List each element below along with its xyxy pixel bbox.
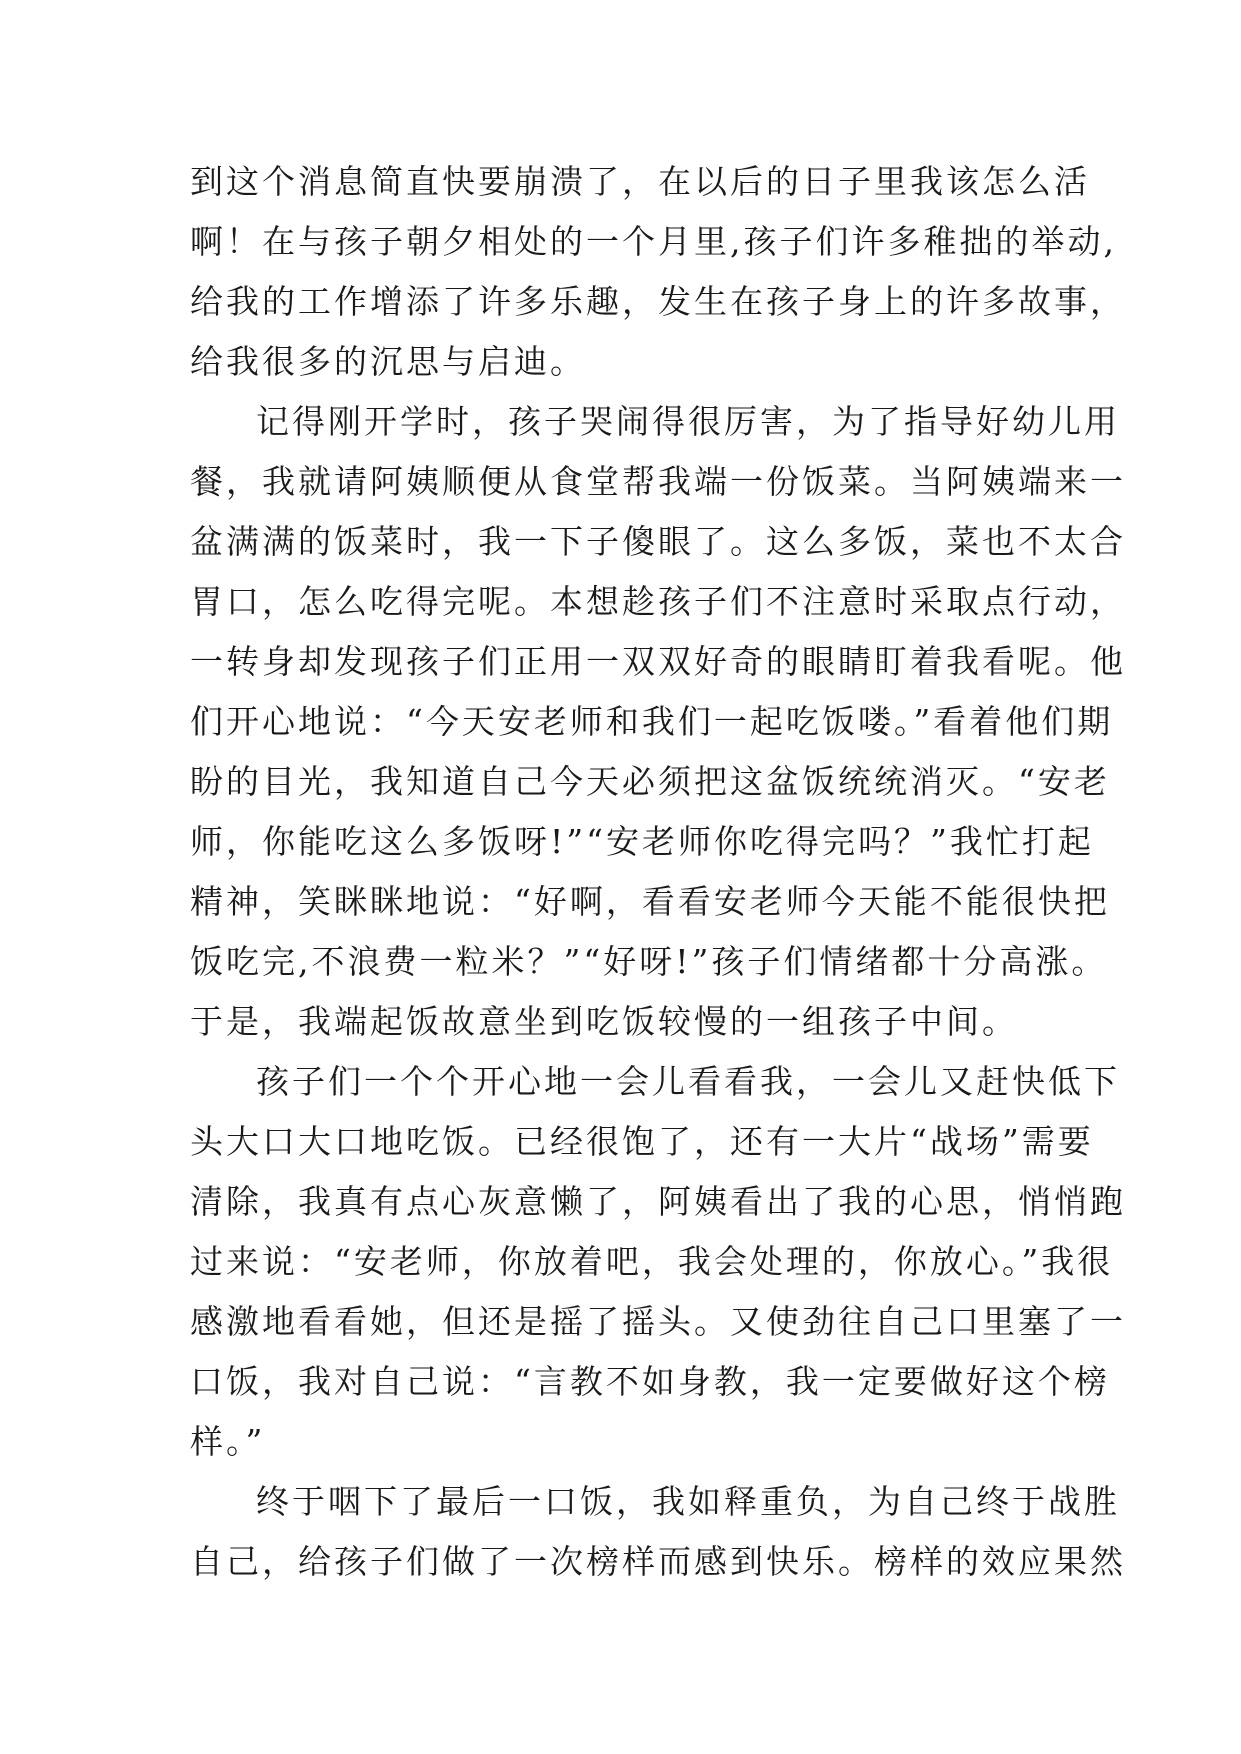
- text-line: 自己，给孩子们做了一次榜样而感到快乐。榜样的效应果然: [190, 1542, 1126, 1581]
- text-line: 饭吃完,不浪费一粒米？”“好呀!”孩子们情绪都十分高涨。: [190, 942, 1108, 981]
- text-line: 样。”: [190, 1422, 266, 1461]
- text-line: 终于咽下了最后一口饭，我如释重负，为自己终于战胜: [256, 1482, 1120, 1521]
- text-line: 于是，我端起饭故意坐到吃饭较慢的一组孩子中间。: [190, 1002, 1018, 1041]
- text-line: 啊！在与孩子朝夕相处的一个月里,孩子们许多稚拙的举动,: [190, 222, 1117, 261]
- text-line: 口饭，我对自己说：“言教不如身教，我一定要做好这个榜: [190, 1362, 1110, 1401]
- text-line: 清除，我真有点心灰意懒了，阿姨看出了我的心思，悄悄跑: [190, 1182, 1126, 1221]
- text-line: 过来说：“安老师，你放着吧，我会处理的，你放心。”我很: [190, 1242, 1114, 1281]
- text-line: 头大口大口地吃饭。已经很饱了，还有一大片“战场”需要: [190, 1122, 1094, 1161]
- text-line: 孩子们一个个开心地一会儿看看我，一会儿又赶快低下: [256, 1062, 1120, 1101]
- text-line: 师，你能吃这么多饭呀!”“安老师你吃得完吗？”我忙打起: [190, 822, 1094, 861]
- text-line: 餐，我就请阿姨顺便从食堂帮我端一份饭菜。当阿姨端来一: [190, 462, 1126, 501]
- text-line: 到这个消息简直快要崩溃了，在以后的日子里我该怎么活: [190, 162, 1090, 201]
- body-text: [190, 152, 1126, 1592]
- text-line: 们开心地说：“今天安老师和我们一起吃饭喽。”看着他们期: [190, 702, 1114, 741]
- text-line: 感激地看看她，但还是摇了摇头。又使劲往自己口里塞了一: [190, 1302, 1126, 1341]
- text-line: 胃口，怎么吃得完呢。本想趁孩子们不注意时采取点行动，: [190, 582, 1126, 621]
- text-line: 给我的工作增添了许多乐趣，发生在孩子身上的许多故事，: [190, 282, 1126, 321]
- text-line: 盼的目光，我知道自己今天必须把这盆饭统统消灭。“安老: [190, 762, 1110, 801]
- text-line: 记得刚开学时，孩子哭闹得很厉害，为了指导好幼儿用: [256, 402, 1120, 441]
- text-line: 给我很多的沉思与启迪。: [190, 342, 586, 381]
- text-line: 精神，笑眯眯地说：“好啊，看看安老师今天能不能很快把: [190, 882, 1110, 921]
- text-line: 一转身却发现孩子们正用一双双好奇的眼睛盯着我看呢。他: [190, 642, 1126, 681]
- text-line: 盆满满的饭菜时，我一下子傻眼了。这么多饭，菜也不太合: [190, 522, 1126, 561]
